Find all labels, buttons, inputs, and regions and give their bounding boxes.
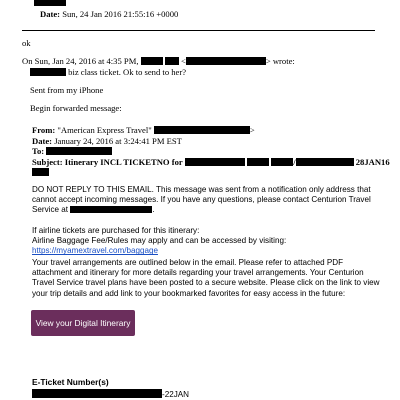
- redaction: [296, 158, 354, 166]
- redaction: [185, 158, 245, 166]
- view-digital-itinerary-button[interactable]: View your Digital Itinerary: [31, 310, 135, 336]
- baggage-paragraph: If airline tickets are purchased for this itinerary: Airline Baggage Fee/Rules may apply and can be accessed by visiting: https://myamextravel.com/baggage: [32, 226, 287, 256]
- redaction: [30, 68, 66, 76]
- eticket-heading: E-Ticket Number(s): [32, 377, 109, 387]
- forwarded-to: To:: [32, 146, 112, 157]
- header-divider: [22, 30, 375, 31]
- arrangements-paragraph: Your travel arrangements are outlined below in the email. Please refer to attached PDF attachment and itinerary for more details regarding your travel arrangements. Your Centurion Travel Service travel plans have been posted to a secure website. Please click on the link to view your trip details and add link to your bookmarked favorites for easy access in the future:: [32, 258, 380, 298]
- reply-text: ok: [22, 38, 31, 48]
- redaction: [70, 206, 152, 213]
- redaction: [154, 126, 250, 134]
- begin-forwarded: Begin forwarded message:: [30, 103, 122, 113]
- attribution-prefix: On Sun, Jan 24, 2016 at 4:35 PM,: [22, 56, 139, 66]
- redaction: [165, 57, 179, 65]
- header-fragment: [0, 0, 400, 30]
- redaction: [247, 158, 269, 166]
- forwarded-from: From: "American Express Travel" >: [32, 125, 255, 135]
- forwarded-subject: Subject: Itinerary INCL TICKETNO for / 28JAN16: [32, 157, 390, 167]
- quoted-line: biz class ticket. Ok to send to her?: [30, 67, 186, 78]
- baggage-link[interactable]: https://myamextravel.com/baggage: [32, 246, 158, 256]
- redaction: [271, 158, 293, 166]
- notice-paragraph: DO NOT REPLY TO THIS EMAIL. This message was sent from a notification only address that cannot accept incoming messages. If you have any questions, please contact Centurion Travel Service at .: [32, 185, 371, 215]
- redaction: [32, 389, 162, 398]
- redaction: [34, 0, 66, 6]
- redaction: [186, 57, 266, 65]
- redaction: [46, 147, 112, 155]
- sent-from: Sent from my iPhone: [30, 85, 104, 95]
- eticket-row: -22JAN: [32, 389, 189, 400]
- date-value: Sun, 24 Jan 2016 21:55:16 +0000: [62, 9, 179, 19]
- redaction: [32, 168, 49, 176]
- reply-attribution: On Sun, Jan 24, 2016 at 4:35 PM, < > wrote:: [22, 56, 295, 66]
- date-label: Date:: [40, 9, 61, 19]
- forwarded-date: Date: January 24, 2016 at 3:24:41 PM EST: [32, 136, 182, 146]
- redaction: [141, 57, 163, 65]
